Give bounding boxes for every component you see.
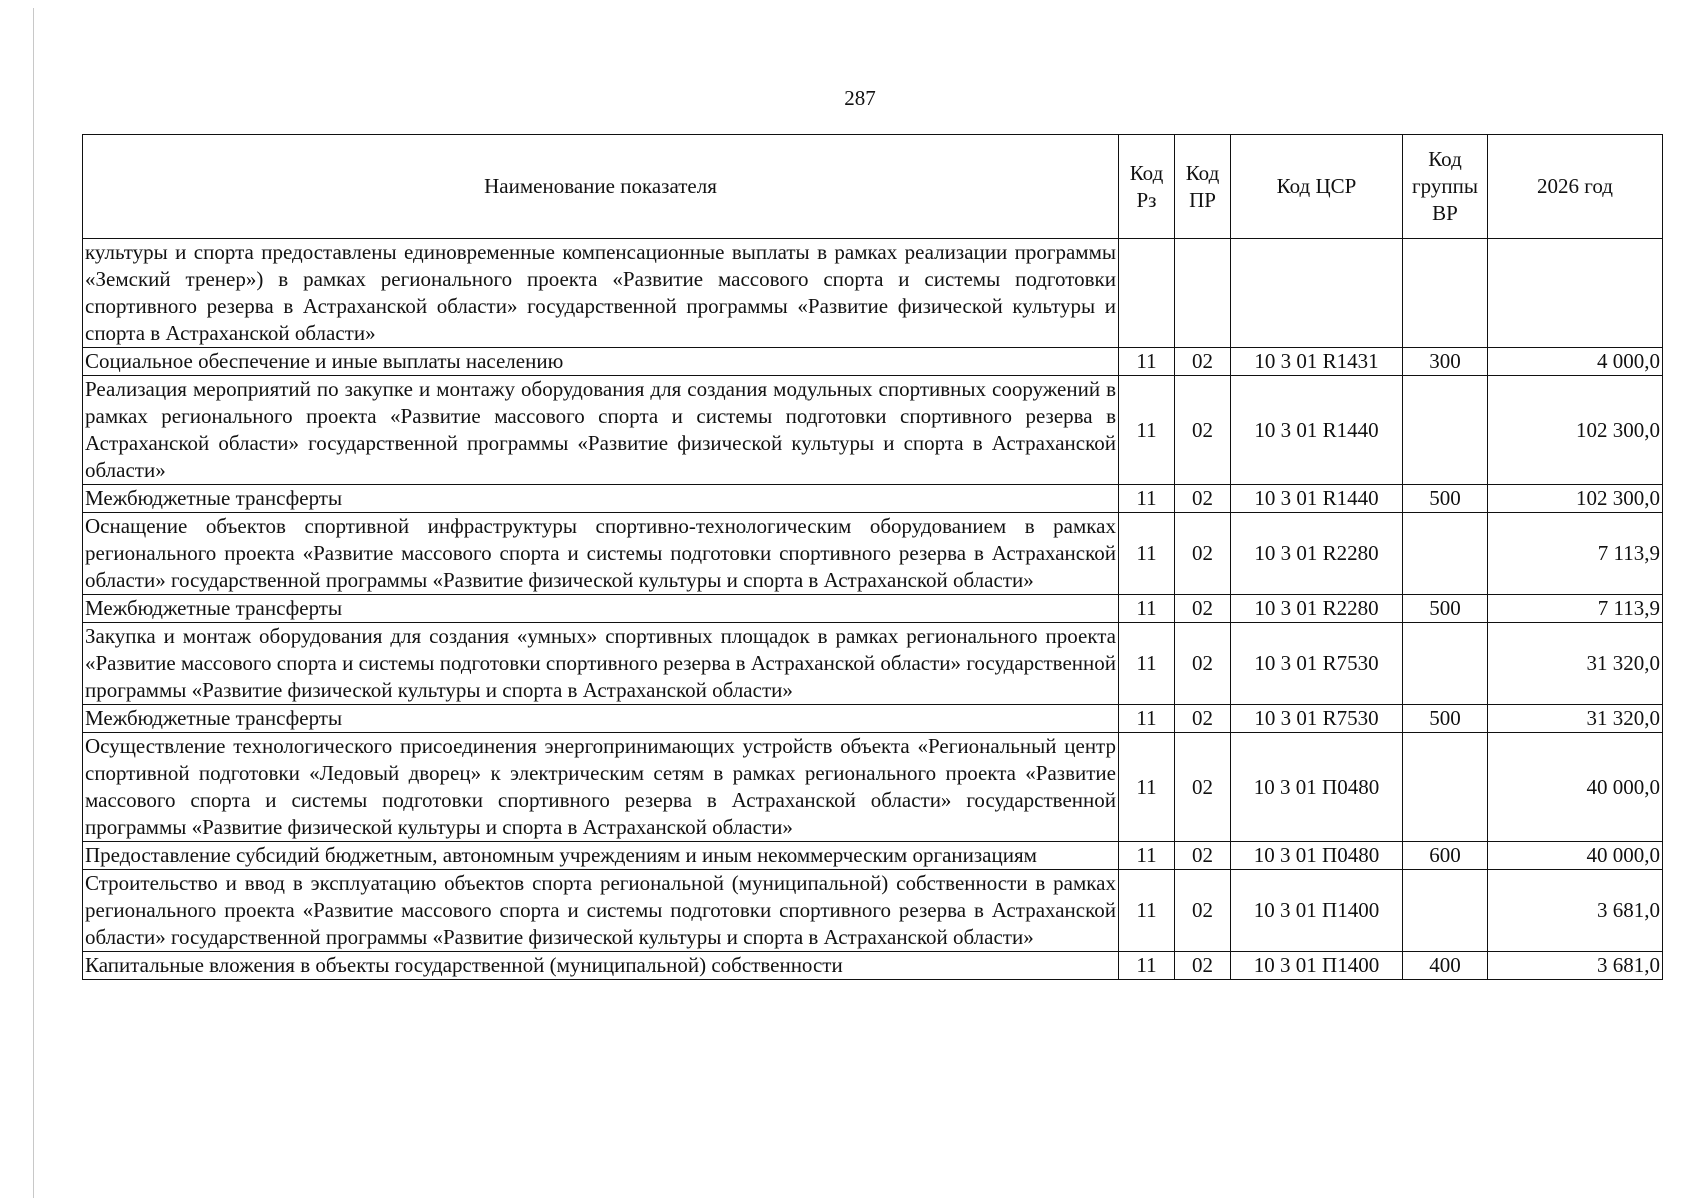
row-indicator-name: Оснащение объектов спортивной инфраструктуры спортивно-технологическим оборудованием в рамках регионального проекта «Развитие массового спорта и системы подготовки спортивного резерва в Астраханской области» государственной программы «Развитие физической культуры и спорта в Астраханской области»: [83, 513, 1119, 595]
row-code-rz: 11: [1119, 623, 1175, 705]
row-indicator-name: Капитальные вложения в объекты государственной (муниципальной) собственности: [83, 952, 1119, 980]
row-code-csr: 10 3 01 R2280: [1231, 513, 1403, 595]
row-code-vr: 500: [1403, 595, 1488, 623]
row-code-pr: 02: [1175, 842, 1231, 870]
row-indicator-name: Строительство и ввод в эксплуатацию объектов спорта региональной (муниципальной) собственности в рамках регионального проекта «Развитие массового спорта и системы подготовки спортивного резерва в Астраханской области» государственной программы «Развитие физической культуры и спорта в Астраханской области»: [83, 870, 1119, 952]
row-code-pr: 02: [1175, 733, 1231, 842]
row-amount: 40 000,0: [1488, 733, 1663, 842]
row-code-csr: [1231, 239, 1403, 348]
row-code-csr: 10 3 01 П0480: [1231, 733, 1403, 842]
table-row: [83, 952, 1663, 980]
row-amount: 102 300,0: [1488, 376, 1663, 485]
row-code-pr: 02: [1175, 870, 1231, 952]
row-code-pr: 02: [1175, 705, 1231, 733]
row-indicator-name: Социальное обеспечение и иные выплаты населению: [83, 348, 1119, 376]
table-row: [83, 513, 1663, 595]
header-year-2026: 2026 год: [1488, 135, 1663, 239]
row-code-rz: 11: [1119, 733, 1175, 842]
row-code-rz: 11: [1119, 376, 1175, 485]
header-code-rz: Код Рз: [1119, 135, 1175, 239]
row-code-vr: [1403, 623, 1488, 705]
row-code-csr: 10 3 01 R1440: [1231, 485, 1403, 513]
row-amount: 7 113,9: [1488, 595, 1663, 623]
row-code-pr: [1175, 239, 1231, 348]
row-amount: 40 000,0: [1488, 842, 1663, 870]
row-code-rz: 11: [1119, 595, 1175, 623]
row-code-csr: 10 3 01 R7530: [1231, 705, 1403, 733]
row-code-rz: 11: [1119, 952, 1175, 980]
row-code-csr: 10 3 01 R1431: [1231, 348, 1403, 376]
row-code-vr: [1403, 239, 1488, 348]
row-code-rz: 11: [1119, 705, 1175, 733]
row-indicator-name: Межбюджетные трансферты: [83, 595, 1119, 623]
table-row: [83, 376, 1663, 485]
row-code-csr: 10 3 01 R7530: [1231, 623, 1403, 705]
row-code-pr: 02: [1175, 376, 1231, 485]
row-amount: 102 300,0: [1488, 485, 1663, 513]
table-row: [83, 733, 1663, 842]
row-amount: 3 681,0: [1488, 952, 1663, 980]
row-code-csr: 10 3 01 П1400: [1231, 952, 1403, 980]
row-code-vr: 600: [1403, 842, 1488, 870]
row-indicator-name: Закупка и монтаж оборудования для создания «умных» спортивных площадок в рамках регионального проекта «Развитие массового спорта и системы подготовки спортивного резерва в Астраханской области» государственной программы «Развитие физической культуры и спорта в Астраханской области»: [83, 623, 1119, 705]
row-amount: 31 320,0: [1488, 623, 1663, 705]
table-row: [83, 842, 1663, 870]
table-row: [83, 870, 1663, 952]
row-amount: 7 113,9: [1488, 513, 1663, 595]
table-row: [83, 239, 1663, 348]
row-code-vr: [1403, 513, 1488, 595]
row-code-csr: 10 3 01 П1400: [1231, 870, 1403, 952]
row-amount: 4 000,0: [1488, 348, 1663, 376]
row-indicator-name: Предоставление субсидий бюджетным, автономным учреждениям и иным некоммерческим организациям: [83, 842, 1119, 870]
row-amount: 31 320,0: [1488, 705, 1663, 733]
header-code-csr: Код ЦСР: [1231, 135, 1403, 239]
table-row: [83, 348, 1663, 376]
page-number: 287: [844, 86, 876, 110]
table-row: [83, 705, 1663, 733]
row-code-pr: 02: [1175, 623, 1231, 705]
row-code-vr: [1403, 870, 1488, 952]
row-code-rz: 11: [1119, 485, 1175, 513]
table-row: [83, 485, 1663, 513]
row-code-pr: 02: [1175, 485, 1231, 513]
row-code-vr: 500: [1403, 485, 1488, 513]
budget-table: [82, 134, 1663, 980]
page-margin-line: [33, 8, 34, 1198]
row-code-rz: 11: [1119, 348, 1175, 376]
row-code-vr: 400: [1403, 952, 1488, 980]
row-indicator-name: Реализация мероприятий по закупке и монтажу оборудования для создания модульных спортивных сооружений в рамках регионального проекта «Развитие массового спорта и системы подготовки спортивного резерва в Астраханской области» государственной программы «Развитие физической культуры и спорта в Астраханской области»: [83, 376, 1119, 485]
header-code-pr: Код ПР: [1175, 135, 1231, 239]
table-body: [83, 239, 1663, 980]
row-amount: [1488, 239, 1663, 348]
row-code-csr: 10 3 01 П0480: [1231, 842, 1403, 870]
row-code-vr: [1403, 376, 1488, 485]
row-code-vr: 500: [1403, 705, 1488, 733]
row-code-rz: [1119, 239, 1175, 348]
header-row: [83, 135, 1663, 239]
row-code-vr: 300: [1403, 348, 1488, 376]
row-code-pr: 02: [1175, 513, 1231, 595]
row-indicator-name: культуры и спорта предоставлены единовременные компенсационные выплаты в рамках реализации программы «Земский тренер») в рамках регионального проекта «Развитие массового спорта и системы подготовки спортивного резерва в Астраханской области» государственной программы «Развитие физической культуры и спорта в Астраханской области»: [83, 239, 1119, 348]
row-code-rz: 11: [1119, 842, 1175, 870]
row-code-csr: 10 3 01 R2280: [1231, 595, 1403, 623]
row-code-pr: 02: [1175, 348, 1231, 376]
table-header: [83, 135, 1663, 239]
row-indicator-name: Межбюджетные трансферты: [83, 485, 1119, 513]
row-code-pr: 02: [1175, 952, 1231, 980]
table-row: [83, 595, 1663, 623]
row-amount: 3 681,0: [1488, 870, 1663, 952]
row-code-rz: 11: [1119, 870, 1175, 952]
row-indicator-name: Осуществление технологического присоединения энергопринимающих устройств объекта «Региональный центр спортивной подготовки «Ледовый дворец» к электрическим сетям в рамках регионального проекта «Развитие массового спорта и системы подготовки спортивного резерва в Астраханской области» государственной программы «Развитие физической культуры и спорта в Астраханской области»: [83, 733, 1119, 842]
row-indicator-name: Межбюджетные трансферты: [83, 705, 1119, 733]
row-code-pr: 02: [1175, 595, 1231, 623]
row-code-vr: [1403, 733, 1488, 842]
row-code-rz: 11: [1119, 513, 1175, 595]
header-indicator-name: Наименование показателя: [83, 135, 1119, 239]
table-row: [83, 623, 1663, 705]
row-code-csr: 10 3 01 R1440: [1231, 376, 1403, 485]
header-code-vr: Код группы ВР: [1403, 135, 1488, 239]
